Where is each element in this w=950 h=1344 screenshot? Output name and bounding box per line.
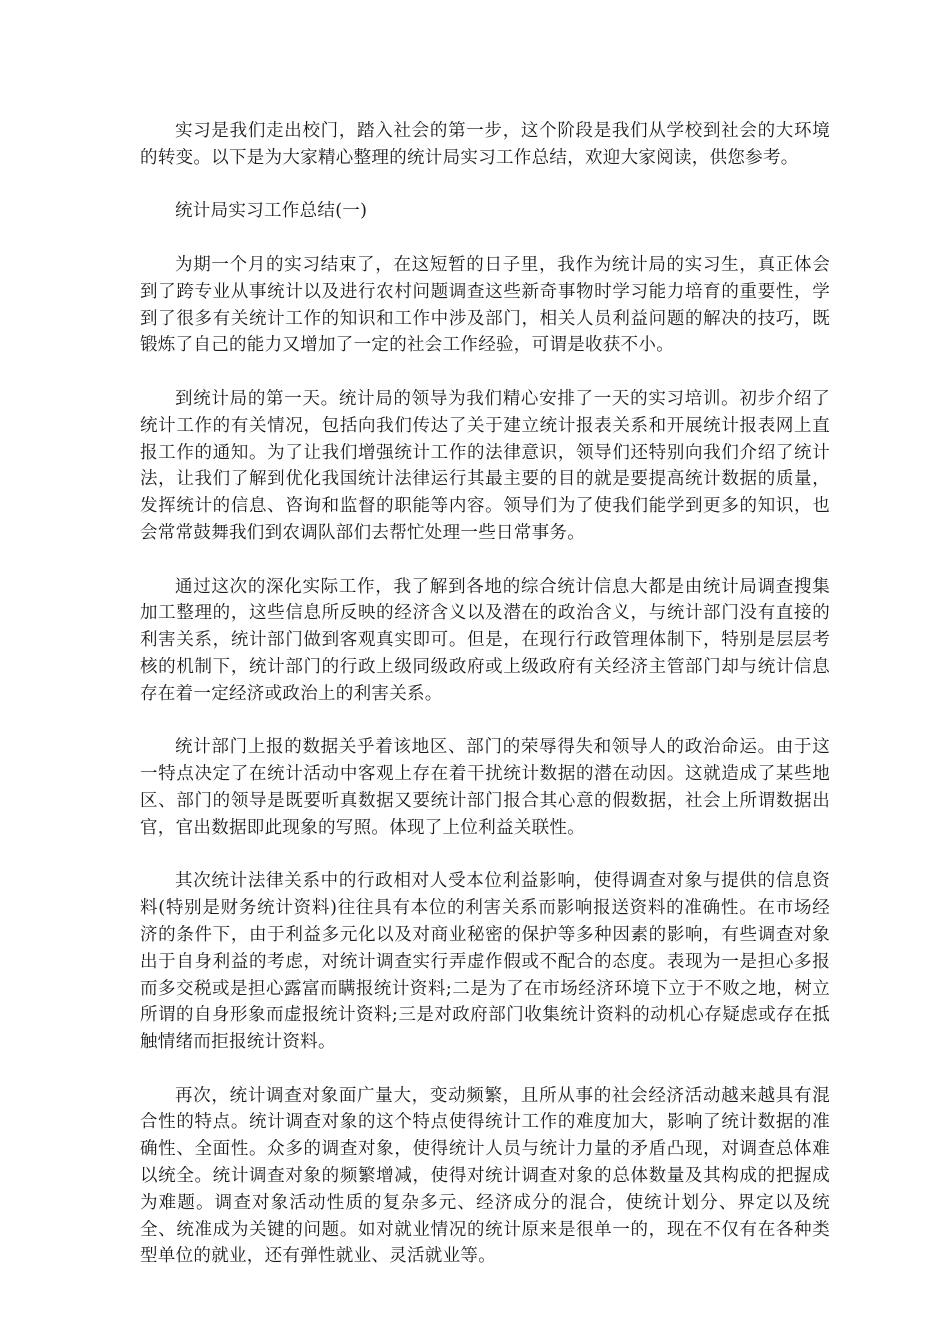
body-paragraph: 其次统计法律关系中的行政相对人受本位利益影响，使得调查对象与提供的信息资料(特别是财务统计资料)往往具有本位的利害关系而影响报送资料的准确性。在市场经济的条件下，由于利益多元化以及对商业秘密的保护等多种因素的影响，有些调查对象出于自身利益的考虑，对统计调查实行弄虚作假或不配合的态度。表现为一是担心多报而多交税或是担心露富而瞒报统计资料;二是为了在市场经济环境下立于不败之地，树立所谓的自身形象而虚报统计资料;三是对政府部门收集统计资料的动机心存疑虑或存在抵触情绪而拒报统计资料。 <box>140 871 830 1053</box>
body-paragraph: 为期一个月的实习结束了，在这短暂的日子里，我作为统计局的实习生，真正体会到了跨专业从事统计以及进行农村问题调查这些新奇事物时学习能力培育的重要性，学到了很多有关统计工作的知识和工作中涉及部门，相关人员利益问题的解决的技巧，既锻炼了自己的能力又增加了一定的社会工作经验，可谓是收获不小。 <box>140 254 830 356</box>
section-heading: 统计局实习工作总结(一) <box>175 201 368 222</box>
body-paragraph: 通过这次的深化实际工作，我了解到各地的综合统计信息大都是由统计局调查搜集加工整理的，这些信息所反映的经济含义以及潜在的政治含义，与统计部门没有直接的利害关系，统计部门做到客观真实即可。但是，在现行行政管理体制下，特别是层层考核的机制下，统计部门的行政上级同级政府或上级政府有关经济主管部门却与统计信息存在着一定经济或政治上的利害关系。 <box>140 576 830 704</box>
intro-paragraph: 实习是我们走出校门，踏入社会的第一步，这个阶段是我们从学校到社会的大环境的转变。以下是为大家精心整理的统计局实习工作总结，欢迎大家阅读，供您参考。 <box>140 121 830 168</box>
body-paragraph: 统计部门上报的数据关乎着该地区、部门的荣辱得失和领导人的政治命运。由于这一特点决定了在统计活动中客观上存在着干扰统计数据的潜在动因。这就造成了某些地区、部门的领导是既要听真数据又要统计部门报合其心意的假数据，社会上所谓数据出官，官出数据即此现象的写照。体现了上位利益关联性。 <box>140 737 830 838</box>
document-body <box>140 118 830 1297</box>
body-paragraph: 再次，统计调查对象面广量大，变动频繁，且所从事的社会经济活动越来越具有混合性的特点。统计调查对象的这个特点使得统计工作的难度加大，影响了统计数据的准确性、全面性。众多的调查对象，使得统计人员与统计力量的矛盾凸现，对调查总体难以统全。统计调查对象的频繁增减，使得对统计调查对象的总体数量及其构成的把握成为难题。调查对象活动性质的复杂多元、经济成分的混合，使统计划分、界定以及统全、统准成为关键的问题。如对就业情况的统计原来是很单一的，现在不仅有在各种类型单位的就业，还有弹性就业、灵活就业等。 <box>140 1085 830 1267</box>
body-paragraph: 到统计局的第一天。统计局的领导为我们精心安排了一天的实习培训。初步介绍了统计工作的有关情况，包括向我们传达了关于建立统计报表关系和开展统计报表网上直报工作的通知。为了让我们增强统计工作的法律意识，领导们还特别向我们介绍了统计法，让我们了解到优化我国统计法律运行其最主要的目的就是要提高统计数据的质量，发挥统计的信息、咨询和监督的职能等内容。领导们为了使我们能学到更多的知识，也会常常鼓舞我们到农调队部们去帮忙处理一些日常事务。 <box>140 388 830 543</box>
